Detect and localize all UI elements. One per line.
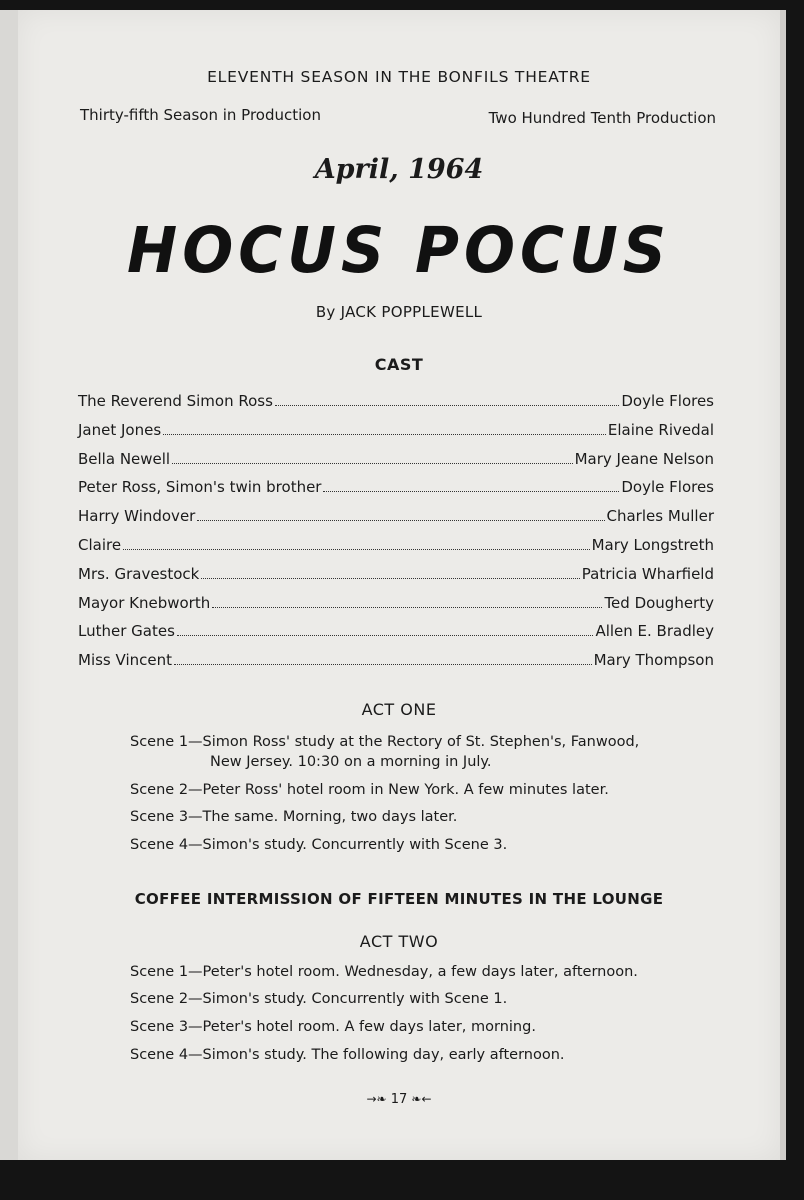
dot-leader xyxy=(123,548,590,550)
act-one-heading: ACT ONE xyxy=(361,700,437,719)
dot-leader xyxy=(163,433,606,435)
cast-row xyxy=(78,536,714,565)
act-two-scene-4: Scene 4—Simon's study. The following day, early afternoon. xyxy=(130,1047,565,1063)
cast-role: Harry Windover xyxy=(78,507,196,526)
scene-text-continued: New Jersey. 10:30 on a morning in July. xyxy=(210,754,492,770)
season-line: ELEVENTH SEASON IN THE BONFILS THEATRE xyxy=(207,68,591,86)
cast-row xyxy=(78,507,714,536)
act-two-scene-2: Scene 2—Simon's study. Concurrently with Scene 1. xyxy=(130,991,508,1007)
dot-leader xyxy=(212,606,602,608)
dot-leader xyxy=(197,519,604,521)
cast-row xyxy=(78,450,714,479)
act-one-scene-2: Scene 2—Peter Ross' hotel room in New York. A few minutes later. xyxy=(130,782,609,798)
dot-leader xyxy=(275,404,619,406)
dot-leader xyxy=(201,577,579,579)
cast-role: The Reverend Simon Ross xyxy=(78,392,273,410)
page-edge xyxy=(780,10,786,1160)
season-in-production: Thirty-fifth Season in Production xyxy=(80,106,321,124)
play-title: HOCUS POCUS xyxy=(126,214,672,288)
act-one-scene-1 xyxy=(130,732,690,772)
cast-actor: Charles Muller xyxy=(606,507,714,526)
cast-actor: Mary Jeane Nelson xyxy=(574,449,714,468)
cast-role: Bella Newell xyxy=(78,449,171,468)
act-two-scene-1: Scene 1—Peter's hotel room. Wednesday, a few days later, afternoon. xyxy=(130,964,638,980)
cast-role: Janet Jones xyxy=(78,420,162,439)
cast-row xyxy=(78,622,714,651)
cast-row xyxy=(78,478,714,507)
cast-actor: Ted Dougherty xyxy=(604,593,714,612)
dot-leader xyxy=(172,462,572,464)
cast-heading: CAST xyxy=(374,355,424,374)
production-number: Two Hundred Tenth Production xyxy=(488,109,716,127)
cast-actor: Allen E. Bradley xyxy=(595,622,714,641)
cast-actor: Mary Longstreth xyxy=(591,535,714,554)
cast-role: Mayor Knebworth xyxy=(78,593,211,612)
cast-row xyxy=(78,421,714,450)
cast-role: Luther Gates xyxy=(78,622,175,641)
page-folio xyxy=(18,1092,780,1107)
left-ornament-icon: →❧ xyxy=(366,1092,387,1106)
cast-actor: Mary Thompson xyxy=(593,651,714,670)
cast-role: Miss Vincent xyxy=(78,651,172,670)
cast-actor: Patricia Wharfield xyxy=(581,564,714,583)
binding-edge xyxy=(0,10,18,1160)
page-number: 17 xyxy=(390,1092,408,1107)
performance-date: April, 1964 xyxy=(314,154,484,185)
cast-actor: Doyle Flores xyxy=(621,392,714,410)
act-two-heading: ACT TWO xyxy=(359,932,439,951)
cast-role: Claire xyxy=(78,535,122,554)
act-one-scene-4: Scene 4—Simon's study. Concurrently with Scene 3. xyxy=(130,837,508,853)
dot-leader xyxy=(177,634,594,636)
program-page xyxy=(18,10,780,1160)
cast-row xyxy=(78,565,714,594)
dot-leader xyxy=(174,663,592,665)
scene-text: Scene 1—Simon Ross' study at the Rectory of St. Stephen's, Fanwood, xyxy=(130,734,640,750)
dot-leader xyxy=(323,490,619,492)
act-two-scene-3: Scene 3—Peter's hotel room. A few days later, morning. xyxy=(130,1019,536,1035)
cast-row xyxy=(78,651,714,680)
cast-list xyxy=(78,392,714,680)
act-one-scene-3: Scene 3—The same. Morning, two days later. xyxy=(130,809,458,825)
cast-actor: Doyle Flores xyxy=(621,478,714,497)
cast-row xyxy=(78,594,714,623)
intermission-note: COFFEE INTERMISSION OF FIFTEEN MINUTES IN THE LOUNGE xyxy=(134,890,664,908)
play-author: By JACK POPPLEWELL xyxy=(315,303,483,321)
cast-role: Mrs. Gravestock xyxy=(78,564,200,583)
right-ornament-icon: ❧← xyxy=(411,1092,432,1106)
cast-role: Peter Ross, Simon's twin brother xyxy=(78,478,322,497)
cast-row xyxy=(78,392,714,421)
cast-actor: Elaine Rivedal xyxy=(607,420,714,439)
